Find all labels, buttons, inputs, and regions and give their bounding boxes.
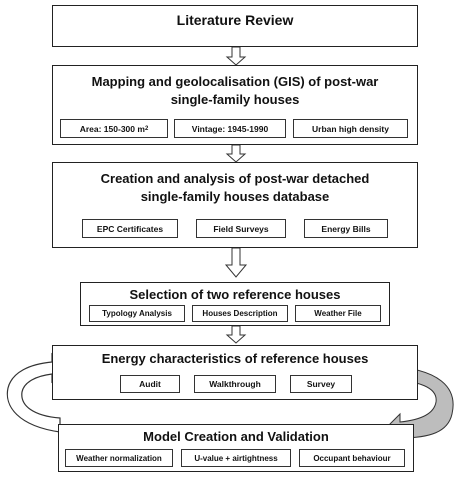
database-item-field-surveys: Field Surveys xyxy=(196,219,286,238)
database-box xyxy=(52,162,418,248)
mapping-title-line2: single-family houses xyxy=(170,92,300,107)
energy-item-walkthrough: Walkthrough xyxy=(194,375,276,393)
selection-item-weather: Weather File xyxy=(295,305,381,322)
literature-review-title: Literature Review xyxy=(176,12,294,28)
selection-box xyxy=(80,282,390,326)
model-item-weather: Weather normalization xyxy=(65,449,173,467)
down-arrow-4 xyxy=(227,326,245,343)
down-arrow-3 xyxy=(226,248,246,277)
selection-title: Selection of two reference houses xyxy=(129,287,341,302)
selection-item-houses: Houses Description xyxy=(192,305,288,322)
database-title-line1: Creation and analysis of post-war detached xyxy=(100,171,370,186)
down-arrow-1 xyxy=(227,47,245,65)
mapping-item-area-superscript: 2 xyxy=(144,125,149,132)
model-box xyxy=(58,424,414,472)
energy-title: Energy characteristics of reference houses xyxy=(101,351,369,366)
mapping-box xyxy=(52,65,418,145)
mapping-item-vintage: Vintage: 1945-1990 xyxy=(174,119,286,138)
database-item-energy-bills: Energy Bills xyxy=(304,219,388,238)
literature-review-box xyxy=(52,5,418,47)
energy-item-survey: Survey xyxy=(290,375,352,393)
mapping-item-area-label: Area: 150-300 m xyxy=(79,123,145,134)
model-item-uvalue: U-value + airtightness xyxy=(181,449,291,467)
database-title-line2: single-family houses database xyxy=(140,189,330,204)
mapping-item-urban: Urban high density xyxy=(293,119,408,138)
energy-box xyxy=(52,345,418,400)
down-arrow-2 xyxy=(227,145,245,162)
model-item-occupant: Occupant behaviour xyxy=(299,449,405,467)
energy-item-audit: Audit xyxy=(120,375,180,393)
selection-item-typology: Typology Analysis xyxy=(89,305,185,322)
mapping-title-line1: Mapping and geolocalisation (GIS) of post-war xyxy=(91,74,379,89)
model-title: Model Creation and Validation xyxy=(143,429,329,444)
mapping-item-area xyxy=(60,119,168,138)
database-item-epc: EPC Certificates xyxy=(82,219,178,238)
